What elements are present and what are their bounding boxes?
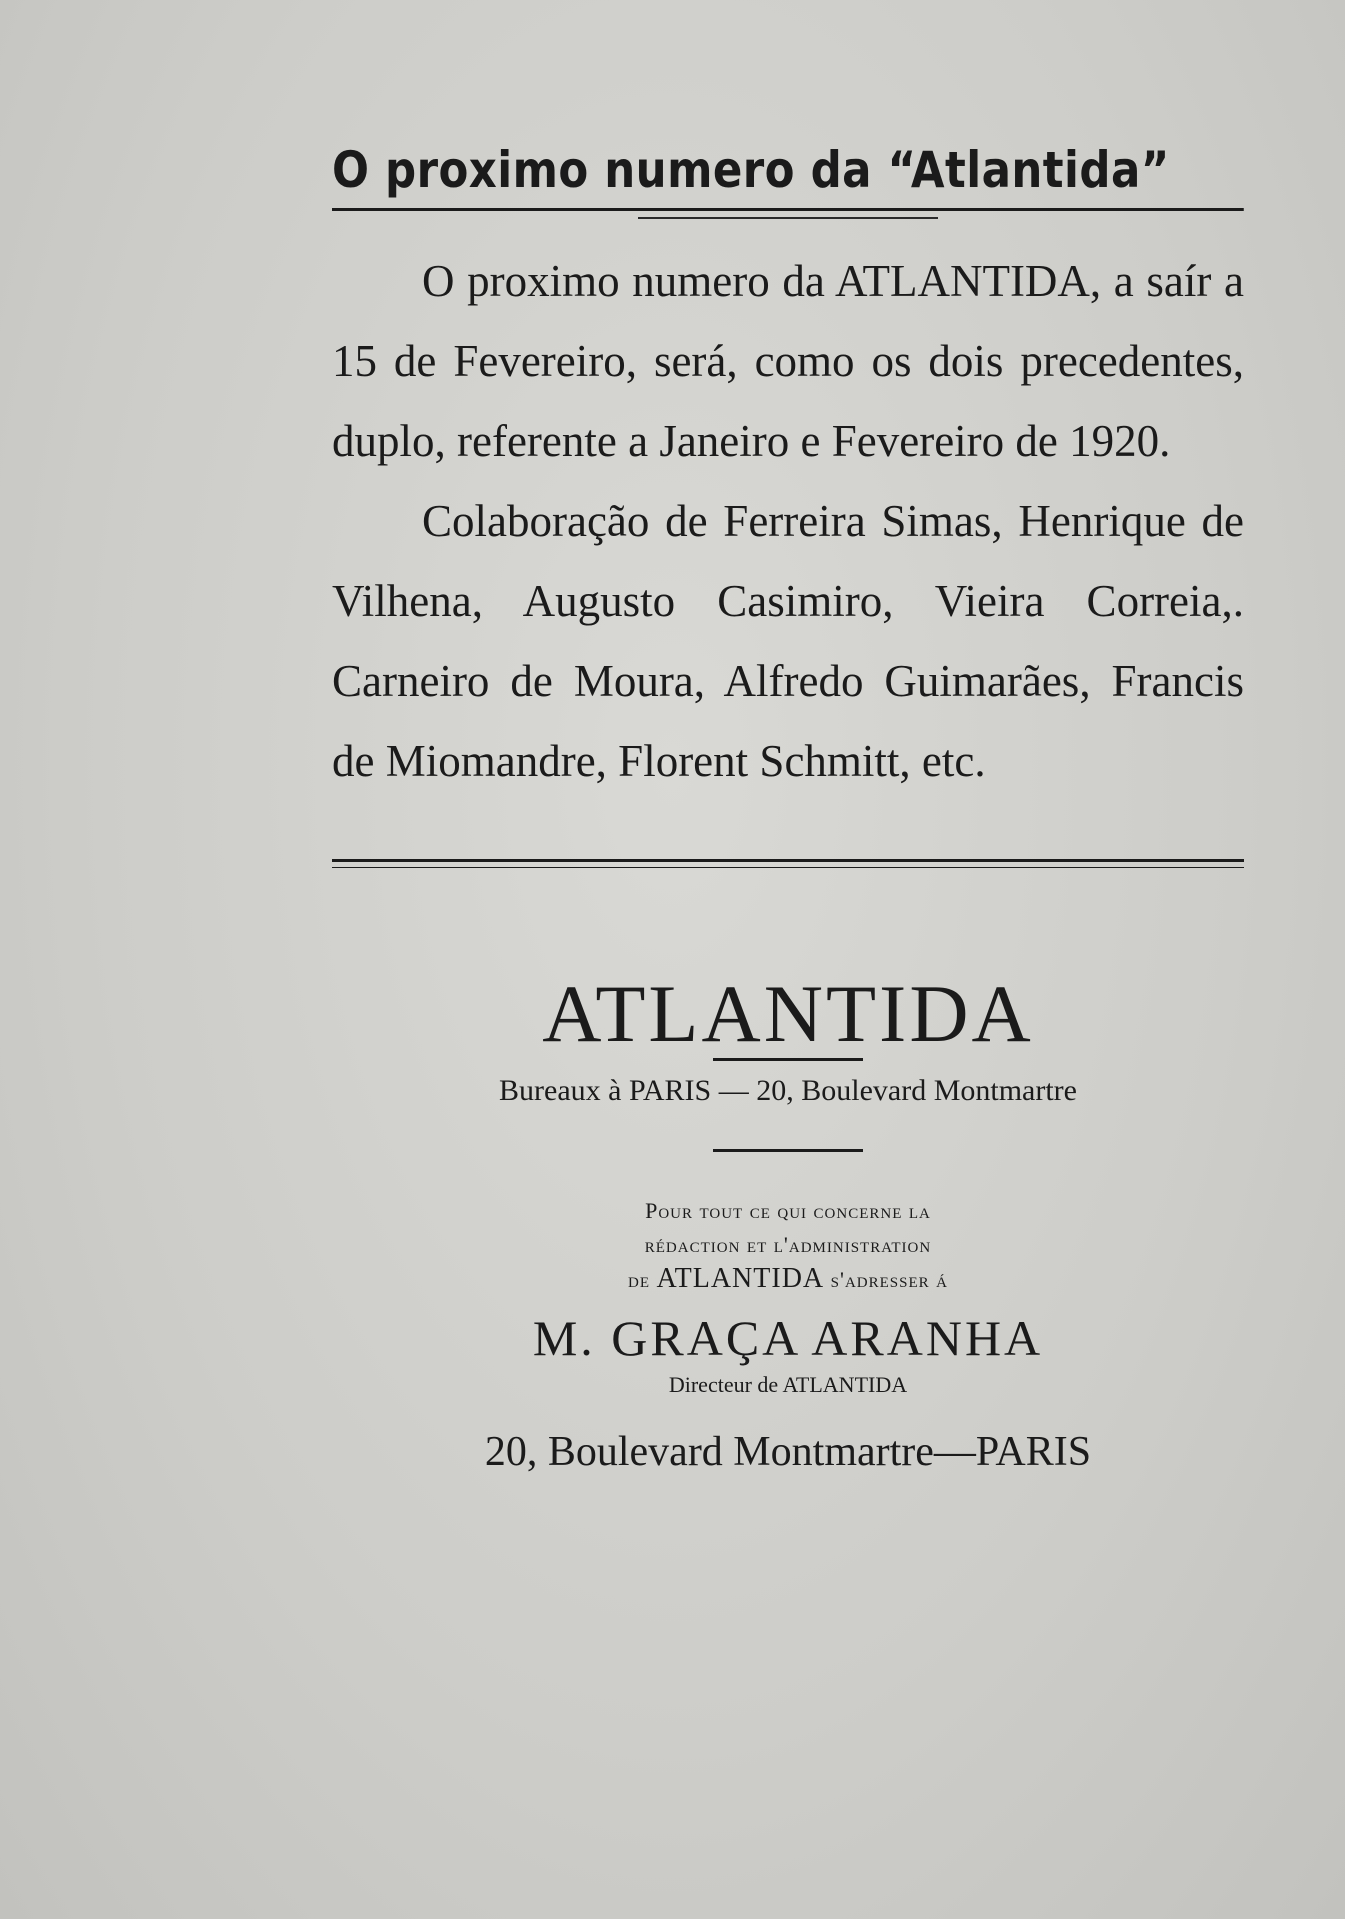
contact-notice bbox=[332, 1194, 1244, 1297]
brand-title: ATLANTIDA bbox=[542, 968, 1034, 1059]
notice-line-2: rédaction et l'administration bbox=[644, 1232, 932, 1257]
announcement-paragraph: O proximo numero da ATLANTIDA, a saír a 15 de Fevereiro, será, como os dois precedentes, duplo, referente a Janeiro e Fevereiro de 1920. bbox=[332, 256, 1244, 466]
footer-address: 20, Boulevard Montmartre—PARIS bbox=[484, 1429, 1092, 1475]
notice-brand: ATLANTIDA bbox=[656, 1263, 825, 1294]
section-divider bbox=[332, 859, 1244, 868]
notice-prefix: de bbox=[628, 1267, 651, 1292]
collaborators-paragraph: Colaboração de Ferreira Simas, Henrique de Vilhena, Augusto Casimiro, Vieira Correia,. Carneiro de Moura, Alfredo Guimarães, Francis de Miomandre, Florent Schmitt, etc. bbox=[332, 496, 1244, 786]
director-role: Directeur de ATLANTIDA bbox=[668, 1372, 908, 1397]
notice-line-1: Pour tout ce qui concerne la bbox=[645, 1198, 931, 1223]
director-name: M. GRAÇA ARANHA bbox=[532, 1310, 1044, 1366]
headline: O proximo numero da “Atlantida” bbox=[332, 140, 1244, 211]
notice-suffix: s'adresser á bbox=[830, 1267, 948, 1292]
bureaux-address: Bureaux à PARIS — 20, Boulevard Montmartre bbox=[499, 1074, 1077, 1107]
announcement-column bbox=[332, 140, 1244, 1483]
headline-underline-rule bbox=[638, 217, 938, 219]
notice-line-3 bbox=[332, 1262, 1244, 1297]
address-rule bbox=[713, 1149, 863, 1152]
